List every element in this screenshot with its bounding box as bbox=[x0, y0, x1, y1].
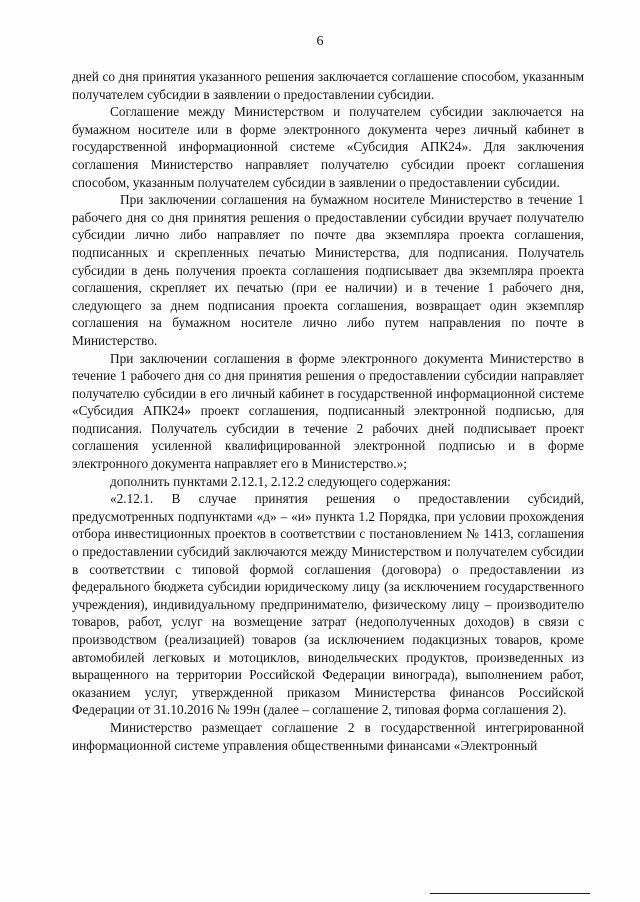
paragraph: дополнить пунктами 2.12.1, 2.12.2 следующего содержания: bbox=[110, 473, 451, 489]
page-number: 6 bbox=[316, 34, 324, 49]
footer-rule bbox=[430, 893, 590, 894]
document-body bbox=[72, 68, 584, 754]
paragraph: При заключении соглашения на бумажном носителе Министерство в течение 1 рабочего дня со дня принятия решения о предоставлении субсидии вручает получателю субсидии лично либо направляет по почте два экземпляра проекта соглашения, подписанных и скрепленных печатью Министерства, для подписания. Получатель субсидии в день получения проекта соглашения подписывает два экземпляра проекта соглашения, скрепляет их печатью (при ее наличии) и в течение 1 рабочего дня, следующего за днем подписания проекта соглашения, возвращает один экземпляр соглашения на бумажном носителе лично либо путем направления по почте в Министерство. bbox=[72, 192, 584, 348]
paragraph: «2.12.1. В случае принятия решения о предоставлении субсидий, предусмотренных подпунктами «д» – «и» пункта 1.2 Порядка, при условии прохождения отбора инвестиционных проектов в соответствии с постановлением № 1413, соглашения о предоставлении субсидий заключаются между Министерством и получателем субсидии в соответствии с типовой формой соглашения (договора) о предоставлении из федерального бюджета субсидии юридическому лицу (за исключением государственного учреждения), индивидуальному предпринимателю, физическому лицу – производителю товаров, работ, услуг на возмещение затрат (недополученных доходов) в связи с производством (реализацией) товаров (за исключением подакцизных товаров, кроме автомобилей легковых и мотоциклов, винодельческих продуктов, произведенных из выращенного на территории Российской Федерации винограда), выполнением работ, оказанием услуг, утвержденной приказом Министерства финансов Российской Федерации от 31.10.2016 № 199н (далее – соглашение 2, типовая форма соглашения 2). bbox=[72, 491, 584, 718]
paragraph: дней со дня принятия указанного решения заключается соглашение способом, указанным получателем субсидии в заявлении о предоставлении субсидии. bbox=[72, 69, 584, 102]
paragraph: Соглашение между Министерством и получателем субсидии заключается на бумажном носителе или в форме электронного документа через личный кабинет в государственной информационной системе «Субсидия АПК24». Для заключения соглашения Министерство направляет получателю субсидии проект соглашения способом, указанным получателем субсидии в заявлении о предоставлении субсидии. bbox=[72, 104, 584, 190]
paragraph: При заключении соглашения в форме электронного документа Министерство в течение 1 рабочего дня со дня принятия решения о предоставлении субсидии направляет получателю субсидии в его личный кабинет в государственной информационной системе «Субсидия АПК24» проект соглашения, подписанный электронной подписью, для подписания. Получатель субсидии в течение 2 рабочих дней подписывает проект соглашения усиленной квалифицированной электронной подписью и в форме электронного документа направляет его в Министерство.»; bbox=[72, 350, 584, 472]
paragraph: Министерство размещает соглашение 2 в государственной интегрированной информационной системе управления общественными финансами «Электронный bbox=[72, 719, 584, 753]
